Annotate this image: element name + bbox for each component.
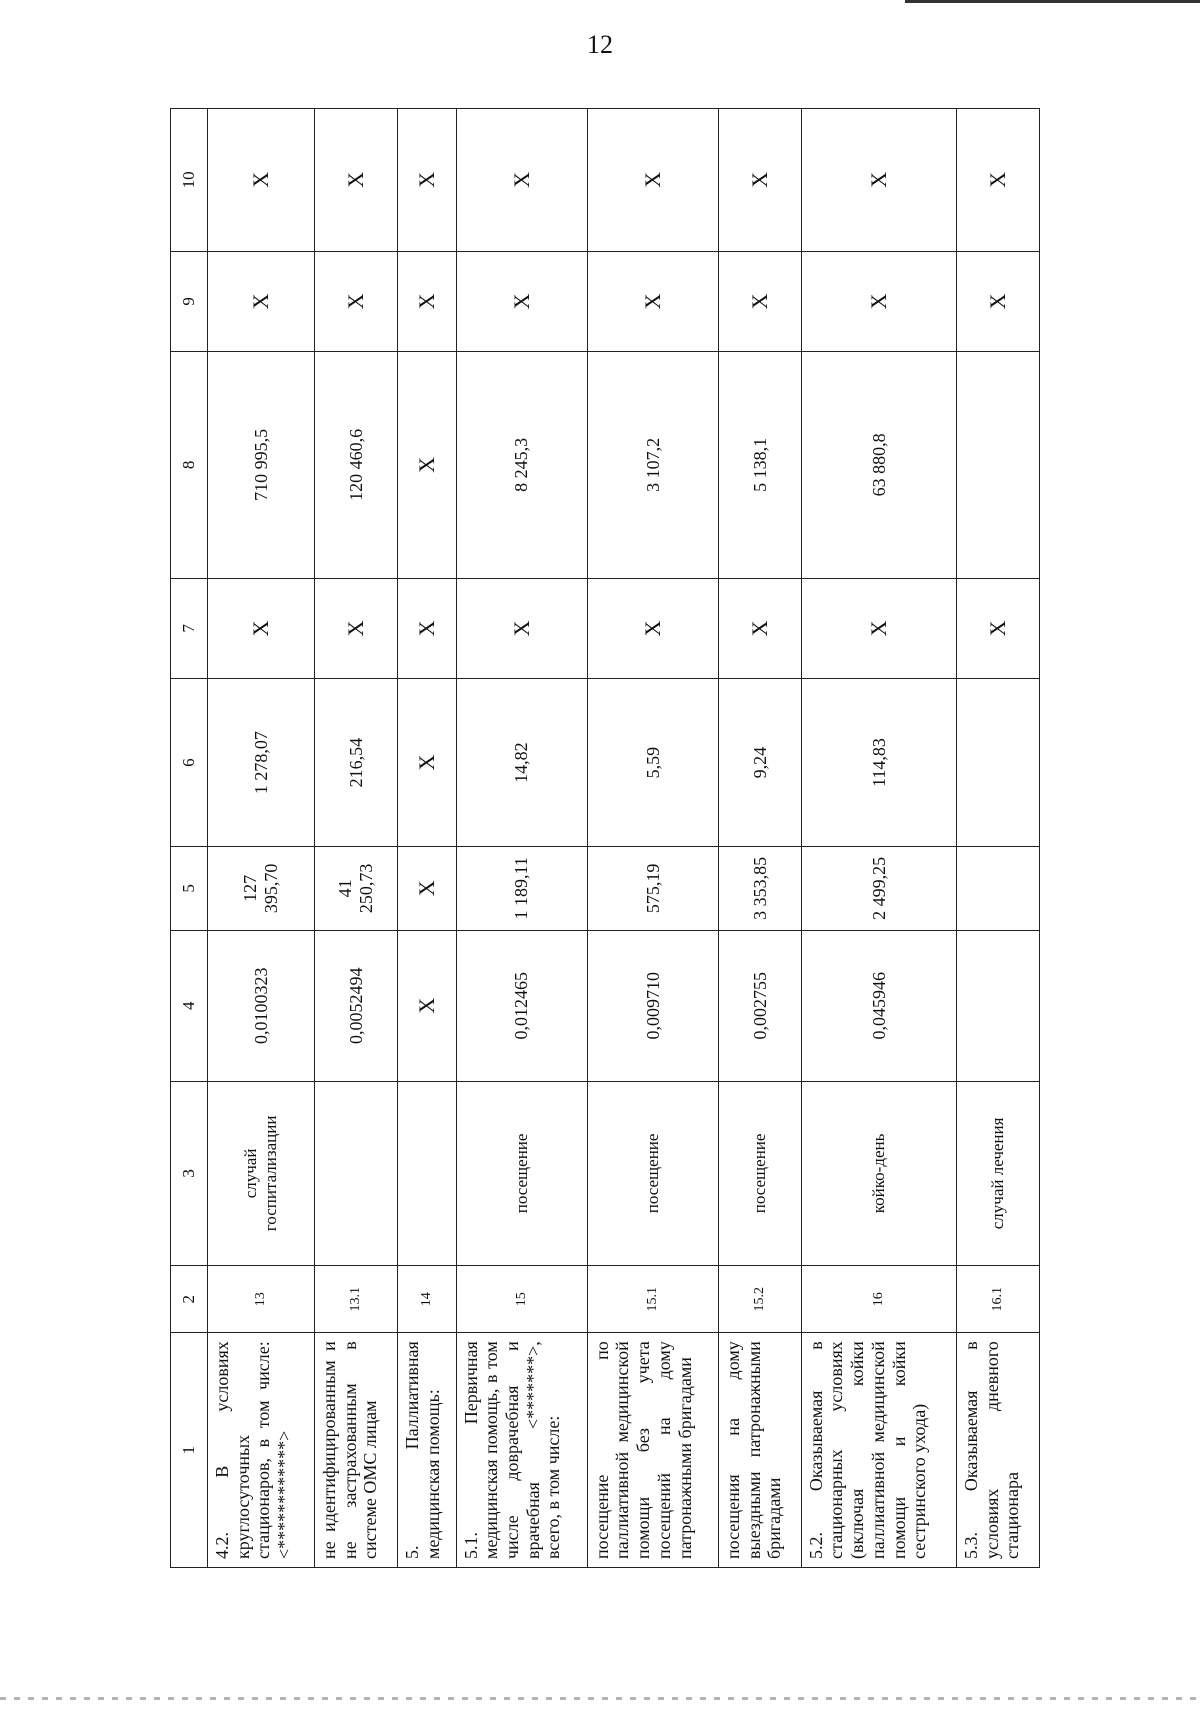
cell-col-5: 127 395,70 — [208, 846, 315, 930]
cell-description: посещение по паллиативной медицинской помощи без учета посещений на дому патронажными бригадами — [587, 1333, 718, 1568]
cell-col-8: 3 107,2 — [587, 352, 718, 578]
cell-col-6: 114,83 — [801, 679, 956, 847]
cell-description: 5.1. Первичная медицинская помощь, в том числе доврачебная и врачебная <*******>, всего, в том числе: — [456, 1333, 587, 1568]
cell-row-number: 13.1 — [315, 1266, 398, 1333]
cell-col-6: 5,59 — [587, 679, 718, 847]
cell-col-7: X — [397, 578, 456, 679]
cell-unit — [315, 1081, 398, 1265]
cell-col-5: 575,19 — [587, 846, 718, 930]
cell-col-7: X — [456, 578, 587, 679]
cell-col-9: X — [456, 251, 587, 352]
table-row — [456, 109, 587, 1568]
cell-col-4: 0,0052494 — [315, 930, 398, 1081]
cell-col-8: 710 995,5 — [208, 352, 315, 578]
cell-row-number: 14 — [397, 1266, 456, 1333]
cell-col-9: X — [587, 251, 718, 352]
cell-description: 4.2. В условиях круглосуточных стационаров, в том числе: <************> — [208, 1333, 315, 1568]
cell-col-10: X — [957, 109, 1040, 252]
table-row — [718, 109, 801, 1568]
cell-col-6: 14,82 — [456, 679, 587, 847]
cell-col-10: X — [208, 109, 315, 252]
cell-col-4 — [957, 930, 1040, 1081]
cell-col-6: 9,24 — [718, 679, 801, 847]
cell-col-8: X — [397, 352, 456, 578]
cell-col-9: X — [718, 251, 801, 352]
cell-col-4: 0,0100323 — [208, 930, 315, 1081]
cell-col-4: 0,045946 — [801, 930, 956, 1081]
cell-col-8 — [957, 352, 1040, 578]
cell-col-4: 0,002755 — [718, 930, 801, 1081]
cell-col-7: X — [208, 578, 315, 679]
cell-col-6: 216,54 — [315, 679, 398, 847]
col-header-9: 9 — [171, 251, 208, 352]
cell-col-8: 120 460,6 — [315, 352, 398, 578]
cell-description: 5.3. Оказываемая в условиях дневного стационара — [957, 1333, 1040, 1568]
table-row — [208, 109, 315, 1568]
header-row — [171, 109, 208, 1568]
cell-row-number: 15.2 — [718, 1266, 801, 1333]
cell-col-5: X — [397, 846, 456, 930]
col-header-8: 8 — [171, 352, 208, 578]
cell-col-9: X — [801, 251, 956, 352]
cell-description: посещения на дому выездными патронажными бригадами — [718, 1333, 801, 1568]
cell-col-5: 2 499,25 — [801, 846, 956, 930]
cell-col-4: 0,012465 — [456, 930, 587, 1081]
cell-row-number: 15 — [456, 1266, 587, 1333]
cell-unit: посещение — [456, 1081, 587, 1265]
cell-col-7: X — [315, 578, 398, 679]
col-header-1: 1 — [171, 1333, 208, 1568]
cell-col-7: X — [801, 578, 956, 679]
page-number: 12 — [587, 30, 613, 59]
cell-col-7: X — [587, 578, 718, 679]
table-row — [801, 109, 956, 1568]
cell-row-number: 15.1 — [587, 1266, 718, 1333]
cell-col-6: 1 278,07 — [208, 679, 315, 847]
cell-row-number: 16.1 — [957, 1266, 1040, 1333]
cell-col-5: 41 250,73 — [315, 846, 398, 930]
cell-col-10: X — [397, 109, 456, 252]
cell-unit: койко-день — [801, 1081, 956, 1265]
cell-col-7: X — [718, 578, 801, 679]
rotated-table-container — [170, 108, 1040, 1568]
cell-col-8: 63 880,8 — [801, 352, 956, 578]
top-rule — [905, 0, 1200, 3]
cell-col-9: X — [208, 251, 315, 352]
cell-col-4: X — [397, 930, 456, 1081]
cell-col-5 — [957, 846, 1040, 930]
col-header-10: 10 — [171, 109, 208, 252]
cell-unit — [397, 1081, 456, 1265]
cell-unit: посещение — [587, 1081, 718, 1265]
col-header-4: 4 — [171, 930, 208, 1081]
table-row — [397, 109, 456, 1568]
col-header-2: 2 — [171, 1266, 208, 1333]
table-row — [957, 109, 1040, 1568]
cell-unit: посещение — [718, 1081, 801, 1265]
cell-col-6: X — [397, 679, 456, 847]
cell-col-7: X — [957, 578, 1040, 679]
cell-col-9: X — [957, 251, 1040, 352]
cell-col-9: X — [397, 251, 456, 352]
cell-col-10: X — [718, 109, 801, 252]
cell-col-5: 1 189,11 — [456, 846, 587, 930]
col-header-6: 6 — [171, 679, 208, 847]
cell-col-10: X — [456, 109, 587, 252]
cell-col-4: 0,009710 — [587, 930, 718, 1081]
cell-col-10: X — [801, 109, 956, 252]
cell-unit: случай госпитализации — [208, 1081, 315, 1265]
cell-row-number: 16 — [801, 1266, 956, 1333]
col-header-7: 7 — [171, 578, 208, 679]
cell-col-10: X — [315, 109, 398, 252]
cell-col-10: X — [587, 109, 718, 252]
table-row — [587, 109, 718, 1568]
cell-col-8: 5 138,1 — [718, 352, 801, 578]
cell-col-9: X — [315, 251, 398, 352]
bottom-scan-artifact — [0, 1697, 1200, 1700]
cell-description: не идентифицированным и не застрахованным в системе ОМС лицам — [315, 1333, 398, 1568]
cell-unit: случай лечения — [957, 1081, 1040, 1265]
cell-description: 5. Паллиативная медицинская помощь: — [397, 1333, 456, 1568]
col-header-3: 3 — [171, 1081, 208, 1265]
cell-col-5: 3 353,85 — [718, 846, 801, 930]
cell-col-8: 8 245,3 — [456, 352, 587, 578]
cell-row-number: 13 — [208, 1266, 315, 1333]
cell-col-6 — [957, 679, 1040, 847]
table-row — [315, 109, 398, 1568]
data-table — [170, 108, 1040, 1568]
col-header-5: 5 — [171, 846, 208, 930]
cell-description: 5.2. Оказываемая в стационарных условиях (включая койки паллиативной медицинской помощи и койки сестринского ухода) — [801, 1333, 956, 1568]
